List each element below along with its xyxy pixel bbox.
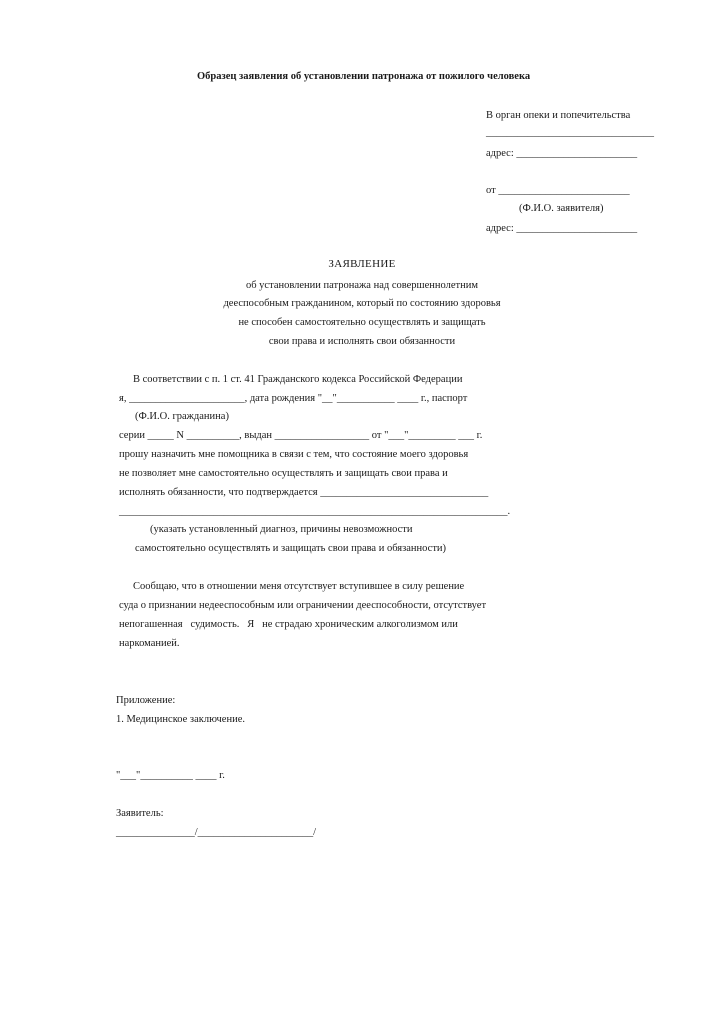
attachment-item: 1. Медицинское заключение.: [116, 714, 245, 725]
heading-title: ЗАЯВЛЕНИЕ: [328, 258, 396, 270]
heading-subtitle-line: свои права и исполнять свои обязанности: [268, 336, 456, 347]
applicant-name-caption: (Ф.И.О. заявителя): [519, 203, 604, 214]
addressee-org: В орган опеки и попечительства: [486, 110, 631, 121]
heading-subtitle-line: дееспособным гражданином, который по состоянию здоровья: [223, 298, 501, 309]
diagnosis-caption: самостоятельно осуществлять и защищать свои права и обязанности): [135, 543, 447, 554]
citizen-name-caption: (Ф.И.О. гражданина): [135, 411, 229, 422]
body-line: прошу назначить мне помощника в связи с тем, что состояние моего здоровья: [119, 449, 469, 460]
heading-subtitle-line: не способен самостоятельно осуществлять и защищать: [238, 317, 486, 328]
date-line: "___"__________ ____ г.: [116, 770, 225, 781]
body-line: исполнять обязанности, что подтверждается ________________________________: [119, 487, 489, 498]
body-line: В соответствии с п. 1 ст. 41 Гражданского кодекса Российской Федерации: [133, 374, 463, 385]
signature-line: _______________/______________________/: [116, 827, 317, 838]
applicant-address: адрес: _______________________: [486, 223, 638, 234]
statement-line: наркоманией.: [119, 638, 180, 649]
statement-line: Сообщаю, что в отношении меня отсутствует вступившее в силу решение: [133, 581, 465, 592]
statement-line: непогашенная судимость. Я не страдаю хроническим алкоголизмом или: [119, 619, 458, 630]
body-line: серии _____ N __________, выдан __________________ от "___"_________ ___ г.: [119, 430, 483, 441]
applicant-from: от _________________________: [486, 185, 630, 196]
addressee-org-line: ________________________________: [486, 127, 654, 138]
heading-subtitle-line: об установлении патронажа над совершеннолетним: [245, 280, 479, 291]
body-line: __________________________________________________________________________.: [119, 506, 511, 517]
body-line: не позволяет мне самостоятельно осуществлять и защищать свои права и: [119, 468, 448, 479]
signature-label: Заявитель:: [116, 808, 164, 819]
body-line: я, ______________________, дата рождения "__"___________ ____ г., паспорт: [119, 393, 468, 404]
diagnosis-caption: (указать установленный диагноз, причины невозможности: [150, 524, 413, 535]
attachment-label: Приложение:: [116, 695, 176, 706]
document-title: Образец заявления об установлении патронажа от пожилого человека: [197, 71, 531, 82]
addressee-org-address: адрес: _______________________: [486, 148, 638, 159]
statement-line: суда о признании недееспособным или ограничении дееспособности, отсутствует: [119, 600, 487, 611]
